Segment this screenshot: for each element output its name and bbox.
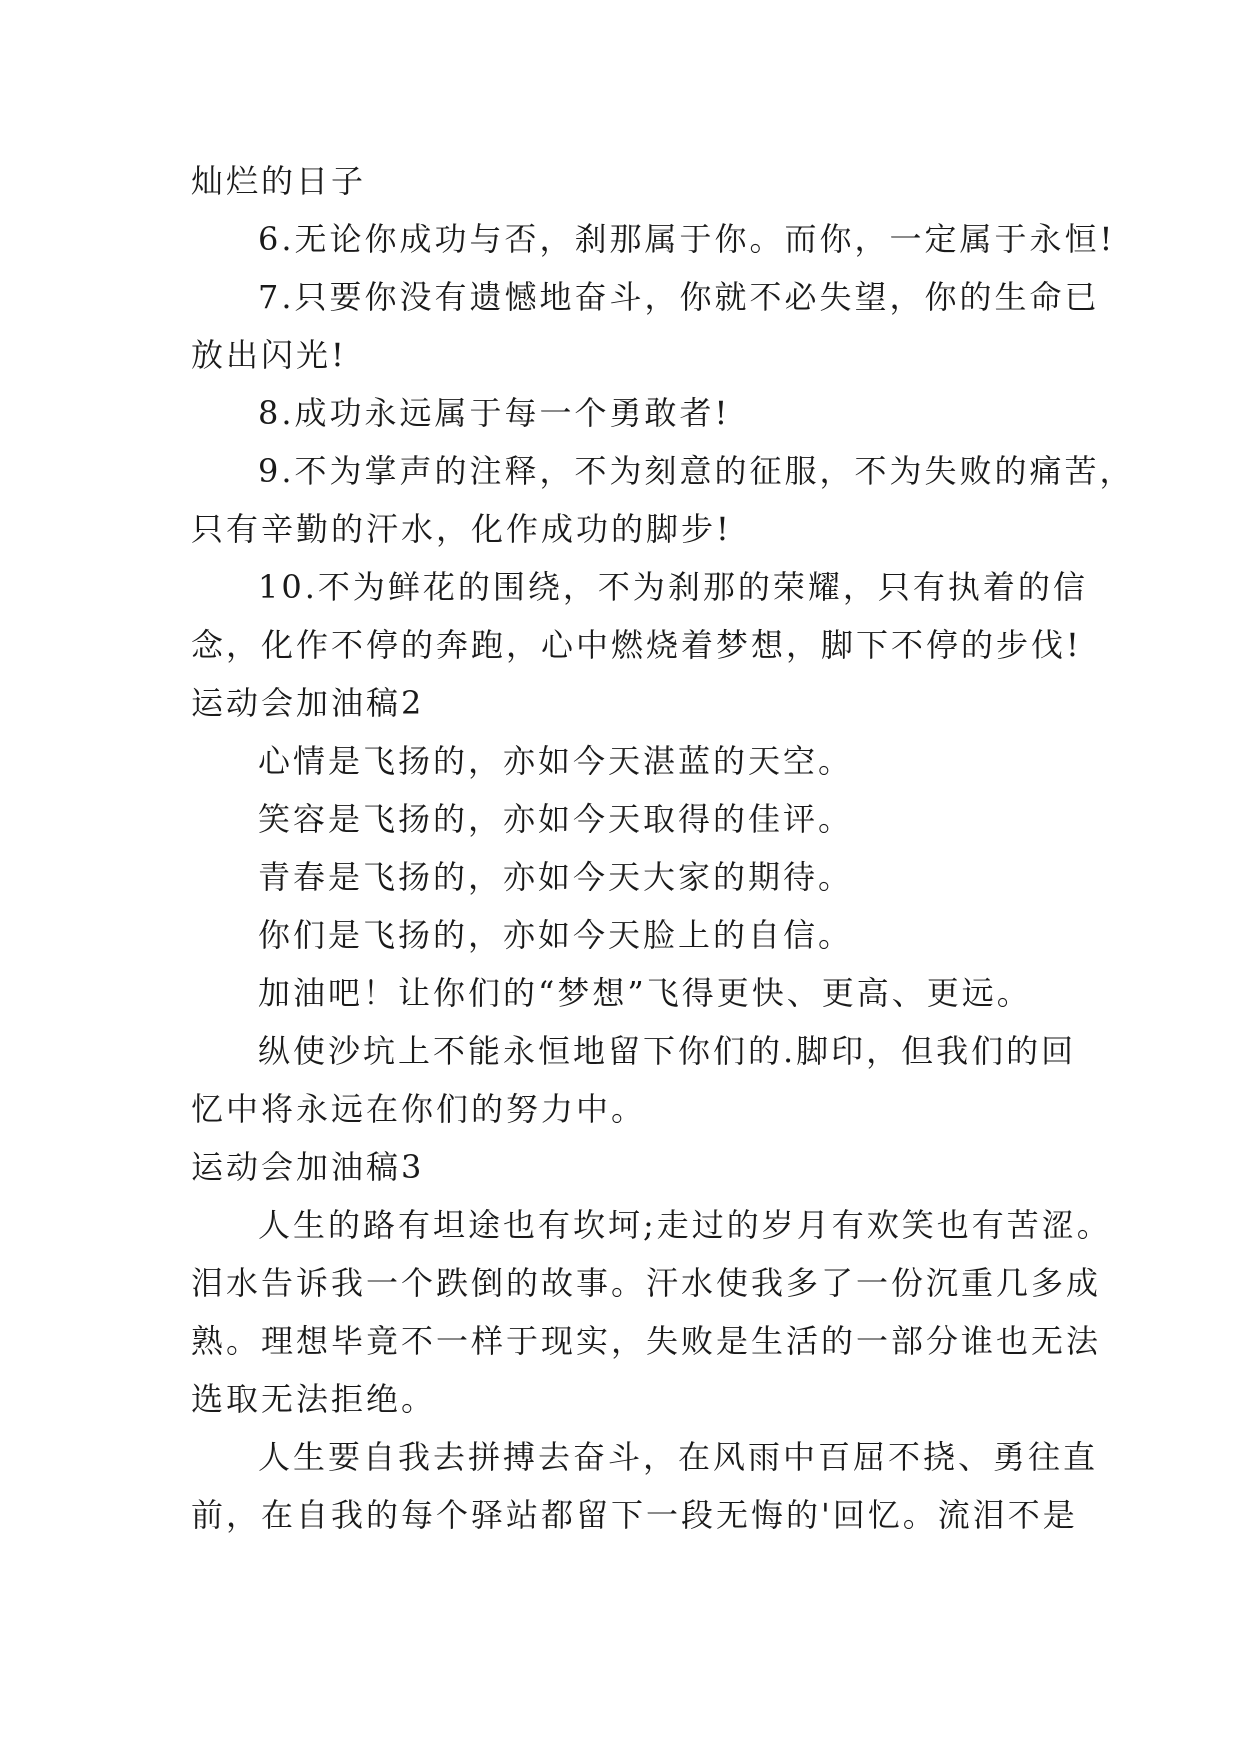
text-line: 人生要自我去拼搏去奋斗，在风雨中百屈不挠、勇往直 [258,1438,1099,1476]
section-heading: 运动会加油稿3 [191,1148,425,1186]
section-heading: 运动会加油稿2 [191,684,425,722]
text-line: 选取无法拒绝。 [191,1380,437,1418]
text-line: 纵使沙坑上不能永恒地留下你们的.脚印，但我们的回 [258,1032,1077,1070]
text-line: 灿烂的日子 [191,162,367,200]
text-line: 加油吧！让你们的“梦想”飞得更快、更高、更远。 [258,974,1032,1012]
text-line: 念，化作不停的奔跑，心中燃烧着梦想，脚下不停的步伐! [191,626,1082,664]
text-line: 心情是飞扬的，亦如今天湛蓝的天空。 [258,742,854,780]
text-line: 人生的路有坦途也有坎坷;走过的岁月有欢笑也有苦涩。 [258,1206,1112,1244]
text-line: 青春是飞扬的，亦如今天大家的期待。 [258,858,854,896]
text-line: 忆中将永远在你们的努力中。 [191,1090,647,1128]
text-line: 10.不为鲜花的围绕，不为刹那的荣耀，只有执着的信 [258,568,1088,606]
text-line: 熟。理想毕竟不一样于现实，失败是生活的一部分谁也无法 [191,1322,1102,1360]
text-line: 8.成功永远属于每一个勇敢者! [258,394,731,432]
text-line: 泪水告诉我一个跌倒的故事。汗水使我多了一份沉重几多成 [191,1264,1102,1302]
text-line: 笑容是飞扬的，亦如今天取得的佳评。 [258,800,854,838]
text-line: 只有辛勤的汗水，化作成功的脚步! [191,510,732,548]
text-line: 你们是飞扬的，亦如今天脸上的自信。 [258,916,854,954]
text-line: 放出闪光! [191,336,347,374]
text-line: 6.无论你成功与否，刹那属于你。而你，一定属于永恒! [258,220,1116,258]
text-line: 前，在自我的每个驿站都留下一段无悔的'回忆。流泪不是 [191,1496,1078,1534]
text-line: 9.不为掌声的注释，不为刻意的征服，不为失败的痛苦， [258,452,1135,490]
text-line: 7.只要你没有遗憾地奋斗，你就不必失望，你的生命已 [258,278,1100,316]
document-body [191,152,1135,1544]
